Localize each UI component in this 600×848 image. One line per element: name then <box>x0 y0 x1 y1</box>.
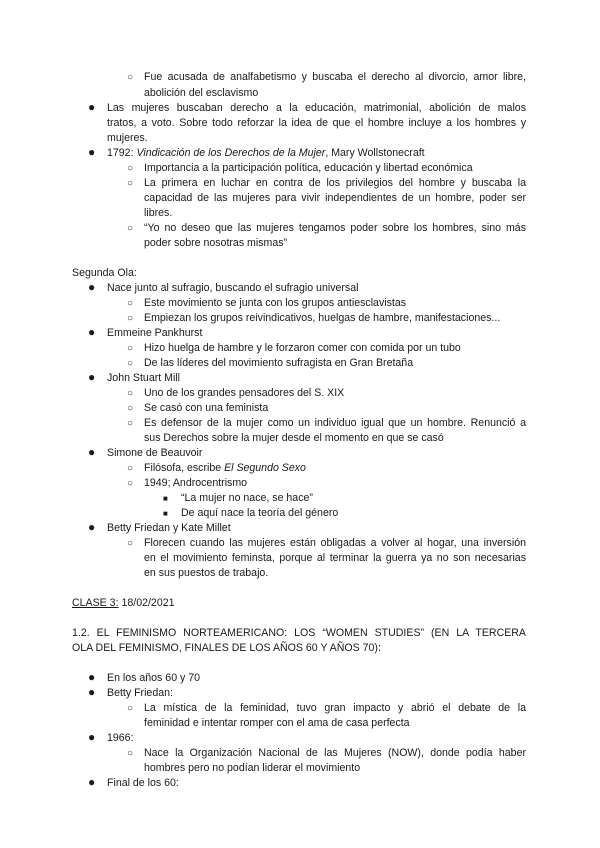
text-run: La primera en luchar en contra de los privilegios del hombre y buscaba la <box>144 177 526 189</box>
circle-bullet-icon: ○ <box>127 388 134 399</box>
text-run: Florecen cuando las mujeres están obligadas a volver al hogar, una inversión <box>144 537 526 549</box>
line-text <box>144 296 406 311</box>
text-run: En los años 60 y 70 <box>107 672 201 684</box>
circle-bullet-icon: ○ <box>127 463 134 474</box>
circle-bullet-icon: ○ <box>127 178 134 189</box>
text-run: 18/02/2021 <box>118 597 175 609</box>
text-run: Nace junto al sufragio, buscando el sufragio universal <box>107 282 359 294</box>
text-run: sus Derechos sobre la mujer desde el momento en que se casó <box>144 432 444 444</box>
text-run: “Yo no deseo que las mujeres tengamos poder sobre los hombres, sino más <box>144 222 526 234</box>
square-bullet-icon: ■ <box>163 494 168 503</box>
bullet-bullet-icon: ● <box>88 670 96 684</box>
line-text <box>144 536 526 551</box>
italic-title: Vindicación de los Derechos de la Mujer <box>136 147 326 159</box>
text-run: feminidad e intentar romper con el ama de casa perfecta <box>144 717 410 729</box>
square-bullet-icon: ■ <box>163 509 168 518</box>
text-run: La mística de la feminidad, tuvo gran impacto y abrió el debate de la <box>144 702 526 714</box>
text-run: mujeres. <box>107 132 148 144</box>
line-text <box>144 161 473 176</box>
circle-bullet-icon: ○ <box>127 478 134 489</box>
circle-bullet-icon: ○ <box>127 403 134 414</box>
line-text <box>107 731 134 746</box>
text-run: Segunda Ola: <box>72 267 137 279</box>
circle-bullet-icon: ○ <box>127 748 134 759</box>
line-text <box>144 86 258 101</box>
circle-bullet-icon: ○ <box>127 343 134 354</box>
line-text <box>107 776 179 791</box>
circle-bullet-icon: ○ <box>127 703 134 714</box>
line-text <box>107 281 358 296</box>
line-text <box>181 491 313 506</box>
line-text <box>144 70 526 85</box>
text-run: 1792: <box>107 147 137 159</box>
line-text <box>144 431 444 446</box>
line-text <box>144 386 344 401</box>
line-text <box>144 461 306 476</box>
text-run: , Mary Wollstonecraft <box>325 147 425 159</box>
line-text <box>144 176 526 191</box>
line-text <box>144 221 526 236</box>
line-text <box>107 521 231 536</box>
text-run: hombres pero no podían liderar el movimiento <box>144 762 361 774</box>
bullet-bullet-icon: ● <box>88 685 96 699</box>
line-text <box>107 116 526 131</box>
line-text <box>72 596 175 611</box>
line-text <box>144 416 526 431</box>
line-text <box>144 401 268 416</box>
text-run: Este movimiento se junta con los grupos antiesclavistas <box>144 297 407 309</box>
text-run: Se casó con una feminista <box>144 402 269 414</box>
line-text <box>144 551 526 566</box>
text-run: John Stuart Mill <box>107 372 181 384</box>
bullet-bullet-icon: ● <box>88 100 96 114</box>
line-text <box>144 761 360 776</box>
line-text <box>144 716 410 731</box>
line-text <box>144 311 500 326</box>
line-text <box>107 146 425 161</box>
text-run: capacidad de las mujeres para vivir independientes de un hombre, poder ser <box>144 192 526 204</box>
text-run: en el movimiento feminsta, porque al terminar la guerra ya no son necesarias <box>144 552 526 564</box>
circle-bullet-icon: ○ <box>127 358 134 369</box>
circle-bullet-icon: ○ <box>127 223 134 234</box>
text-run: 1949; Androcentrismo <box>144 477 248 489</box>
line-text <box>144 206 172 221</box>
line-text <box>144 701 526 716</box>
text-run: abolición del esclavismo <box>144 87 259 99</box>
text-run: tratos, a voto. Sobre todo reforzar la idea de que el hombre incluye a los hombres y <box>107 117 526 129</box>
line-text <box>107 686 173 701</box>
bullet-bullet-icon: ● <box>88 775 96 789</box>
text-run: Filósofa, escribe <box>144 462 225 474</box>
text-run: Emmeine Pankhurst <box>107 327 203 339</box>
circle-bullet-icon: ○ <box>127 418 134 429</box>
line-text <box>107 671 200 686</box>
text-run: Fue acusada de analfabetismo y buscaba el derecho al divorcio, amor libre, <box>144 71 526 83</box>
line-text <box>107 326 202 341</box>
line-text <box>107 101 526 116</box>
line-text <box>144 476 247 491</box>
bullet-bullet-icon: ● <box>88 280 96 294</box>
text-run: Es defensor de la mujer como un individuo igual que un hombre. Renunció a <box>144 417 526 429</box>
line-text <box>144 341 461 356</box>
text-run: De aquí nace la teoría del género <box>181 507 339 519</box>
bullet-bullet-icon: ● <box>88 370 96 384</box>
text-run: Hizo huelga de hambre y le forzaron comer con comida por un tubo <box>144 342 461 354</box>
line-text <box>144 356 413 371</box>
line-text <box>72 626 526 641</box>
bullet-bullet-icon: ● <box>88 730 96 744</box>
italic-title: El Segundo Sexo <box>224 462 306 474</box>
text-run: Betty Friedan y Kate Millet <box>107 522 231 534</box>
bullet-bullet-icon: ● <box>88 145 96 159</box>
text-run: 1966: <box>107 732 134 744</box>
text-run: Betty Friedan: <box>107 687 173 699</box>
line-text <box>72 266 137 281</box>
line-text <box>144 191 526 206</box>
text-run: en sus puestos de trabajo. <box>144 567 269 579</box>
text-run: poder sobre nosotras mismas” <box>144 237 288 249</box>
text-run: Empiezan los grupos reivindicativos, huelgas de hambre, manifestaciones... <box>144 312 501 324</box>
text-run: libres. <box>144 207 173 219</box>
circle-bullet-icon: ○ <box>127 538 134 549</box>
circle-bullet-icon: ○ <box>127 163 134 174</box>
line-text <box>107 371 180 386</box>
text-run: De las líderes del movimiento sufragista en Gran Bretaña <box>144 357 414 369</box>
line-text <box>107 131 148 146</box>
line-text <box>144 746 526 761</box>
bullet-bullet-icon: ● <box>88 520 96 534</box>
text-run: 1.2. EL FEMINISMO NORTEAMERICANO: LOS “WOMEN STUDIES” (EN LA TERCERA <box>72 627 526 639</box>
line-text <box>181 506 338 521</box>
line-text <box>144 566 268 581</box>
bullet-bullet-icon: ● <box>88 325 96 339</box>
text-run: Final de los 60: <box>107 777 179 789</box>
text-run: Nace la Organización Nacional de las Mujeres (NOW), donde podía haber <box>144 747 526 759</box>
circle-bullet-icon: ○ <box>127 298 134 309</box>
underlined-heading: CLASE 3: <box>72 597 119 609</box>
text-run: “La mujer no nace, se hace” <box>181 492 313 504</box>
bullet-bullet-icon: ● <box>88 445 96 459</box>
line-text <box>107 446 202 461</box>
line-text <box>72 641 381 656</box>
text-run: Importancia a la participación política, educación y libertad económica <box>144 162 473 174</box>
text-run: Las mujeres buscaban derecho a la educación, matrimonial, abolición de malos <box>107 102 526 114</box>
text-run: OLA DEL FEMINISMO, FINALES DE LOS AÑOS 60 Y AÑOS 70): <box>72 642 381 654</box>
circle-bullet-icon: ○ <box>127 313 134 324</box>
circle-bullet-icon: ○ <box>127 72 134 83</box>
text-run: Simone de Beauvoir <box>107 447 203 459</box>
text-run: Uno de los grandes pensadores del S. XIX <box>144 387 345 399</box>
line-text <box>144 236 287 251</box>
